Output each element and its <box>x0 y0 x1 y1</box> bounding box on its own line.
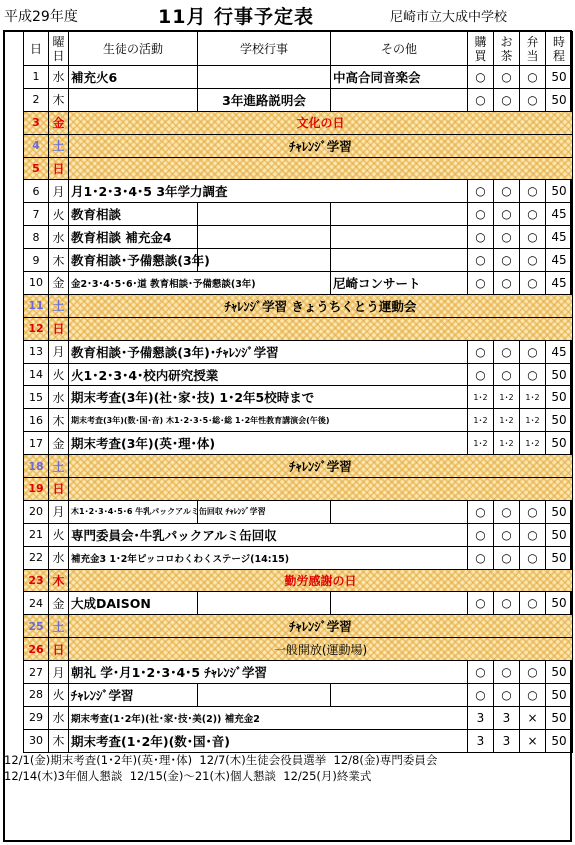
shop-status: 3 <box>468 706 494 729</box>
tea-status: ○ <box>494 340 520 363</box>
col-tea-header: お 茶 <box>494 32 520 66</box>
day-number: 3 <box>24 111 49 134</box>
col-school-event-header: 学校行事 <box>198 32 331 66</box>
student-activity: 補充火6 <box>69 66 198 89</box>
weekday: 水 <box>49 546 69 569</box>
period-minutes: 50 <box>546 684 573 707</box>
student-activity: 教育相談 補充金4 <box>69 226 198 249</box>
schedule-row <box>24 661 573 684</box>
day-number: 16 <box>24 409 49 432</box>
tea-status: ○ <box>494 523 520 546</box>
shop-status: 1･2 <box>468 409 494 432</box>
period-minutes: 50 <box>546 500 573 523</box>
weekday: 火 <box>49 363 69 386</box>
period-minutes: 50 <box>546 409 573 432</box>
tea-status: ○ <box>494 684 520 707</box>
lunch-status: ○ <box>520 363 546 386</box>
holiday-note <box>69 478 573 501</box>
holiday-note: ﾁｬﾚﾝｼﾞ学習 <box>69 134 573 157</box>
schedule-row <box>24 569 573 592</box>
schedule-row <box>24 249 573 272</box>
shop-status: ○ <box>468 363 494 386</box>
day-number: 12 <box>24 317 49 340</box>
lunch-status: × <box>520 729 546 752</box>
period-minutes: 50 <box>546 363 573 386</box>
weekday: 金 <box>49 592 69 615</box>
schedule-row <box>24 615 573 638</box>
day-number: 4 <box>24 134 49 157</box>
student-activity: 期末考査(1･2年)(社･家･技･美(2)) 補充金2 <box>69 706 468 729</box>
day-number: 22 <box>24 546 49 569</box>
holiday-note: 一般開放(運動場) <box>69 638 573 661</box>
schedule-row <box>24 203 573 226</box>
day-number: 13 <box>24 340 49 363</box>
period-minutes: 50 <box>546 546 573 569</box>
tea-status: ○ <box>494 249 520 272</box>
day-number: 28 <box>24 684 49 707</box>
header-row <box>24 32 573 66</box>
lunch-status: ○ <box>520 684 546 707</box>
school-event <box>198 592 331 615</box>
weekday: 月 <box>49 340 69 363</box>
lunch-status: ○ <box>520 592 546 615</box>
day-number: 15 <box>24 386 49 409</box>
tea-status: ○ <box>494 272 520 295</box>
schedule-row <box>24 386 573 409</box>
lunch-status: ○ <box>520 500 546 523</box>
lunch-status: ○ <box>520 66 546 89</box>
day-number: 27 <box>24 661 49 684</box>
period-minutes: 45 <box>546 272 573 295</box>
shop-status: ○ <box>468 546 494 569</box>
lunch-status: ○ <box>520 272 546 295</box>
weekday: 木 <box>49 249 69 272</box>
schedule-row <box>24 546 573 569</box>
schedule-row <box>24 88 573 111</box>
lunch-status: ○ <box>520 180 546 203</box>
student-activity: 期末考査(3年)(英･理･体) <box>69 432 468 455</box>
shop-status: ○ <box>468 249 494 272</box>
weekday: 火 <box>49 203 69 226</box>
holiday-note: 勤労感謝の日 <box>69 569 573 592</box>
day-number: 30 <box>24 729 49 752</box>
period-minutes: 50 <box>546 88 573 111</box>
schedule-row <box>24 729 573 752</box>
tea-status: ○ <box>494 226 520 249</box>
col-student-activity-header: 生徒の活動 <box>69 32 198 66</box>
weekday: 水 <box>49 226 69 249</box>
shop-status: ○ <box>468 272 494 295</box>
lunch-status: ○ <box>520 546 546 569</box>
student-activity <box>69 88 198 111</box>
student-activity: 教育相談 <box>69 203 198 226</box>
schedule-table <box>23 31 573 753</box>
other-event <box>331 88 468 111</box>
col-period-header: 時 程 <box>546 32 573 66</box>
schedule-row <box>24 134 573 157</box>
weekday: 木 <box>49 569 69 592</box>
holiday-note: 文化の日 <box>69 111 573 134</box>
day-number: 8 <box>24 226 49 249</box>
weekday: 日 <box>49 317 69 340</box>
student-activity: 教育相談･予備懇談(3年) <box>69 249 198 272</box>
tea-status: 1･2 <box>494 432 520 455</box>
shop-status: ○ <box>468 523 494 546</box>
period-minutes: 45 <box>546 203 573 226</box>
holiday-note: ﾁｬﾚﾝｼﾞ学習 <box>69 455 573 478</box>
shop-status: ○ <box>468 340 494 363</box>
era-label: 平成29年度 <box>4 9 78 25</box>
school-event: 3年進路説明会 <box>198 88 331 111</box>
other-event <box>331 684 468 707</box>
shop-status: ○ <box>468 66 494 89</box>
page-title: 11月 行事予定表 <box>158 6 315 28</box>
shop-status: ○ <box>468 226 494 249</box>
student-activity: ﾁｬﾚﾝｼﾞ学習 <box>69 684 198 707</box>
holiday-note <box>69 317 573 340</box>
day-number: 9 <box>24 249 49 272</box>
student-activity: 期末考査(3年)(数･国･音) 木1･2･3･5･総･総 1･2年性教育講演会(午後) <box>69 409 468 432</box>
shop-status: ○ <box>468 203 494 226</box>
col-day-header: 日 <box>24 32 49 66</box>
period-minutes: 45 <box>546 249 573 272</box>
col-lunch-header: 弁 当 <box>520 32 546 66</box>
tea-status: ○ <box>494 180 520 203</box>
student-activity: 大成DAISON <box>69 592 198 615</box>
shop-status: 1･2 <box>468 386 494 409</box>
weekday: 月 <box>49 180 69 203</box>
period-minutes: 50 <box>546 729 573 752</box>
schedule-row <box>24 340 573 363</box>
lunch-status: ○ <box>520 340 546 363</box>
student-activity: 教育相談･予備懇談(3年)･ﾁｬﾚﾝｼﾞ学習 <box>69 340 468 363</box>
student-activity: 月1･2･3･4･5 3年学力調査 <box>69 180 468 203</box>
lunch-status: ○ <box>520 523 546 546</box>
weekday: 木 <box>49 88 69 111</box>
lunch-status: ○ <box>520 203 546 226</box>
period-minutes: 50 <box>546 386 573 409</box>
other-event <box>331 203 468 226</box>
weekday: 水 <box>49 386 69 409</box>
col-shop-header: 購 買 <box>468 32 494 66</box>
schedule-row <box>24 706 573 729</box>
tea-status: 1･2 <box>494 409 520 432</box>
day-number: 2 <box>24 88 49 111</box>
school-event <box>198 684 331 707</box>
schedule-row <box>24 157 573 180</box>
day-number: 25 <box>24 615 49 638</box>
school-event <box>198 66 331 89</box>
tea-status: ○ <box>494 363 520 386</box>
school-event <box>198 226 331 249</box>
other-event <box>331 249 468 272</box>
holiday-note: ﾁｬﾚﾝｼﾞ学習 きょうちくとう運動会 <box>69 294 573 317</box>
day-number: 18 <box>24 455 49 478</box>
schedule-row <box>24 523 573 546</box>
tea-status: ○ <box>494 500 520 523</box>
holiday-note <box>69 157 573 180</box>
shop-status: ○ <box>468 88 494 111</box>
schedule-row <box>24 66 573 89</box>
schedule-row <box>24 226 573 249</box>
period-minutes: 50 <box>546 66 573 89</box>
period-minutes: 50 <box>546 523 573 546</box>
day-number: 1 <box>24 66 49 89</box>
schedule-body <box>24 66 573 753</box>
schedule-row <box>24 363 573 386</box>
student-activity: 期末考査(3年)(社･家･技) 1･2年5校時まで <box>69 386 468 409</box>
lunch-status: × <box>520 706 546 729</box>
student-activity: 火1･2･3･4･校内研究授業 <box>69 363 468 386</box>
period-minutes: 45 <box>546 226 573 249</box>
lunch-status: ○ <box>520 249 546 272</box>
day-number: 14 <box>24 363 49 386</box>
weekday: 土 <box>49 615 69 638</box>
shop-status: ○ <box>468 592 494 615</box>
day-number: 17 <box>24 432 49 455</box>
footer-line-2: 12/14(木)3年個人懇談 12/15(金)～21(木)個人懇談 12/25(月)終業式 <box>4 769 372 783</box>
period-minutes: 50 <box>546 592 573 615</box>
period-minutes: 50 <box>546 180 573 203</box>
other-event: 中高合同音楽会 <box>331 66 468 89</box>
tea-status: 1･2 <box>494 386 520 409</box>
weekday: 日 <box>49 638 69 661</box>
weekday: 月 <box>49 661 69 684</box>
student-activity: 専門委員会･牛乳パックアルミ缶回収 <box>69 523 468 546</box>
school-name: 尼崎市立大成中学校 <box>390 10 508 25</box>
tea-status: ○ <box>494 66 520 89</box>
weekday: 水 <box>49 66 69 89</box>
schedule-row <box>24 638 573 661</box>
tea-status: ○ <box>494 546 520 569</box>
page-header <box>0 0 575 30</box>
lunch-status: ○ <box>520 88 546 111</box>
weekday: 木 <box>49 409 69 432</box>
weekday: 土 <box>49 455 69 478</box>
student-activity: 金2･3･4･5･6･道 教育相談･予備懇談(3年) <box>69 272 331 295</box>
student-activity: 朝礼 学･月1･2･3･4･5 ﾁｬﾚﾝｼﾞ学習 <box>69 661 468 684</box>
weekday: 土 <box>49 134 69 157</box>
shop-status: ○ <box>468 684 494 707</box>
other-event <box>331 500 468 523</box>
period-minutes: 45 <box>546 340 573 363</box>
day-number: 26 <box>24 638 49 661</box>
shop-status: ○ <box>468 661 494 684</box>
lunch-status: 1･2 <box>520 409 546 432</box>
day-number: 24 <box>24 592 49 615</box>
lunch-status: ○ <box>520 661 546 684</box>
tea-status: ○ <box>494 661 520 684</box>
student-activity: 期末考査(1･2年)(数･国･音) <box>69 729 468 752</box>
day-number: 29 <box>24 706 49 729</box>
student-activity: 補充金3 1･2年ピッコロわくわくステージ(14:15) <box>69 546 468 569</box>
schedule-row <box>24 432 573 455</box>
period-minutes: 50 <box>546 706 573 729</box>
weekday: 金 <box>49 432 69 455</box>
schedule-row <box>24 180 573 203</box>
other-event <box>331 226 468 249</box>
schedule-row <box>24 272 573 295</box>
schedule-row <box>24 455 573 478</box>
day-number: 6 <box>24 180 49 203</box>
shop-status: 3 <box>468 729 494 752</box>
lunch-status: ○ <box>520 226 546 249</box>
lunch-status: 1･2 <box>520 386 546 409</box>
footer-line-1: 12/1(金)期末考査(1･2年)(英･理･体) 12/7(木)生徒会役員選挙 12/8(金)専門委員会 <box>4 753 438 767</box>
weekday: 日 <box>49 478 69 501</box>
weekday: 土 <box>49 294 69 317</box>
shop-status: ○ <box>468 180 494 203</box>
weekday: 木 <box>49 729 69 752</box>
tea-status: 3 <box>494 706 520 729</box>
tea-status: ○ <box>494 203 520 226</box>
school-event <box>198 249 331 272</box>
weekday: 日 <box>49 157 69 180</box>
schedule-row <box>24 592 573 615</box>
day-number: 20 <box>24 500 49 523</box>
period-minutes: 50 <box>546 432 573 455</box>
tea-status: 3 <box>494 729 520 752</box>
shop-status: 1･2 <box>468 432 494 455</box>
tea-status: ○ <box>494 592 520 615</box>
day-number: 5 <box>24 157 49 180</box>
day-number: 23 <box>24 569 49 592</box>
day-number: 19 <box>24 478 49 501</box>
weekday: 火 <box>49 684 69 707</box>
weekday: 金 <box>49 111 69 134</box>
col-weekday-header: 曜 日 <box>49 32 69 66</box>
schedule-row <box>24 111 573 134</box>
weekday: 水 <box>49 706 69 729</box>
school-event <box>198 203 331 226</box>
period-minutes: 50 <box>546 661 573 684</box>
holiday-note: ﾁｬﾚﾝｼﾞ学習 <box>69 615 573 638</box>
weekday: 金 <box>49 272 69 295</box>
schedule-row <box>24 317 573 340</box>
other-event: 尼崎コンサート <box>331 272 468 295</box>
col-other-header: その他 <box>331 32 468 66</box>
day-number: 21 <box>24 523 49 546</box>
day-number: 7 <box>24 203 49 226</box>
schedule-row <box>24 500 573 523</box>
footer-notes <box>4 752 570 784</box>
schedule-row <box>24 409 573 432</box>
shop-status: ○ <box>468 500 494 523</box>
day-number: 10 <box>24 272 49 295</box>
student-activity: 木1･2･3･4･5･6 牛乳パックアルミ缶回収 ﾁｬﾚﾝｼﾞ学習 <box>69 500 198 523</box>
day-number: 11 <box>24 294 49 317</box>
schedule-row <box>24 478 573 501</box>
schedule-row <box>24 684 573 707</box>
tea-status: ○ <box>494 88 520 111</box>
other-event <box>331 592 468 615</box>
weekday: 月 <box>49 500 69 523</box>
lunch-status: 1･2 <box>520 432 546 455</box>
schedule-row <box>24 294 573 317</box>
weekday: 火 <box>49 523 69 546</box>
